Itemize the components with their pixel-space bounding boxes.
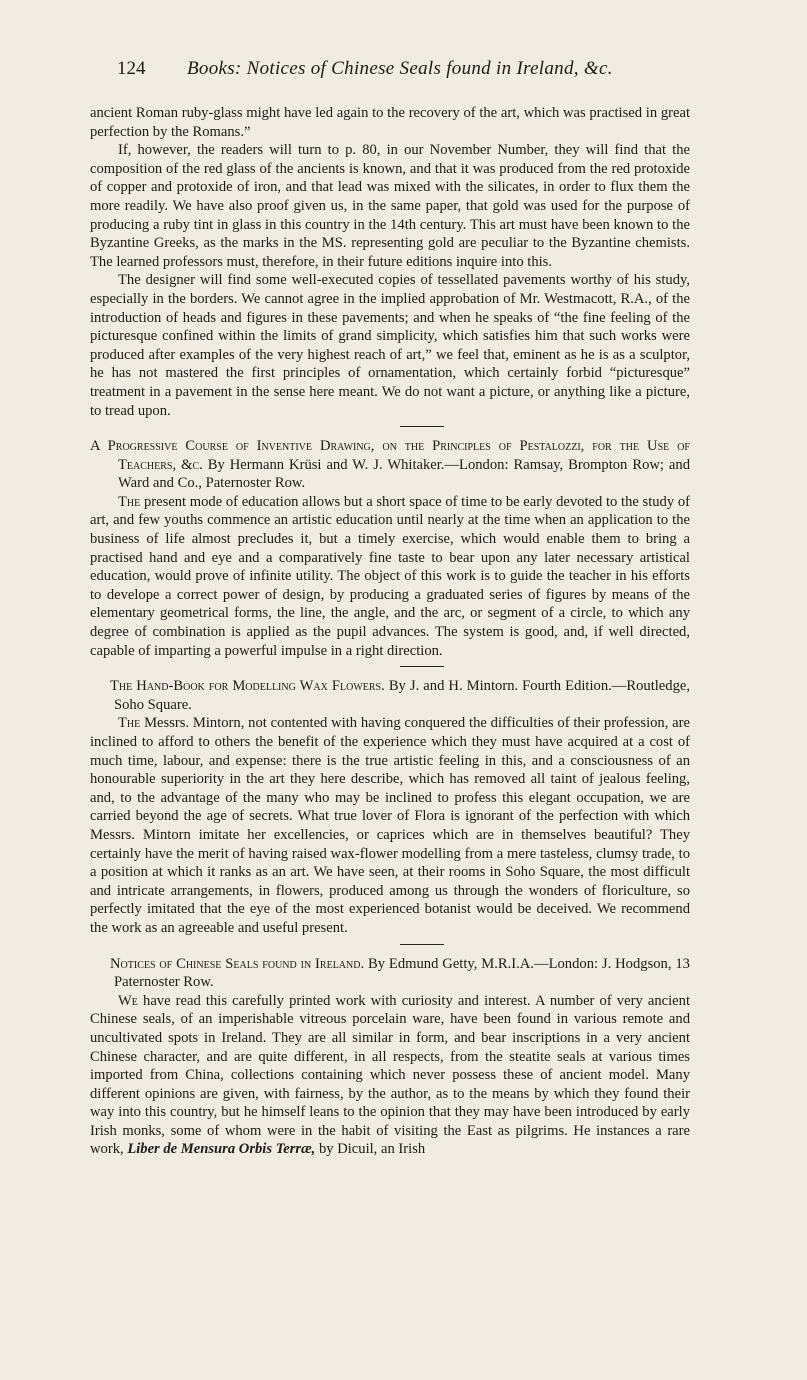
review-heading-drawing (90, 437, 690, 493)
paragraph-continuation: ancient Roman ruby-glass might have led again to the recovery of the art, which was practised in great perfection by the Romans.” (90, 105, 690, 140)
paragraph-pavements: The designer will find some well-executed copies of tessellated pavements worthy of his study, especially in the borders. We cannot agree in the implied approbation of Mr. Westmacott, R.A., of the introduction of heads and figures in these pavements; and when he speaks of “the fine feeling of the picturesque confined within the limits of grand simplicity, which satisfies him that such works were produced after examples of the very highest reach of art,” we feel that, eminent as he is as a sculptor, he has not mastered the first principles of ornamentation, which certainly forbid “picturesque” treatment in a pavement in the sense here meant. We do not want a picture, or anything like a picture, to tread upon. (90, 272, 690, 419)
lead-word: We (118, 992, 138, 1009)
review-text: Messrs. Mintorn, not contented with having conquered the difficulties of their profession, are inclined to afford to others the benefit of the experience which they must have acquired at a cost of much time, labour, and expense: there is the true artistic feeling in this, and a consciousness of an honourable superiority in the art they here describe, which has removed all taint of jealous feeling, and, to the advantage of the many who may be inclined to profess this elegant occupation, we are carried beyond the age of secrets. What true lover of Flora is ignorant of the perfection with which Messrs. Mintorn imitate her excellencies, or caprices which are in themselves beautiful? They certainly have the merit of having raised wax-flower modelling from a mere tasteless, clumsy trade, to a position at which it ranks as an art. We have seen, at their rooms in Soho Square, the most difficult and intricate arrangements, in flowers, produced among us through the wonders of floriculture, so perfectly imitated that the eye of the most experienced botanist would be deceived. We recommend the work as an agreeable and useful present. (90, 715, 690, 936)
review-heading-chinese-seals (90, 955, 690, 992)
review-publication: By J. and H. Mintorn. Fourth Edition.—Routledge, Soho Square. (114, 678, 691, 713)
lead-word: The (118, 493, 141, 510)
paragraph-red-glass: If, however, the readers will turn to p. 80, in our November Number, they will find that the composition of the red glass of the ancients is known, and that it was produced from the red protoxide of copper and protoxide of iron, and that lead was mixed with the silicates, in order to flux them the more readily. We have also proof given us, in the same paper, that gold was used for the purpose of producing a ruby tint in glass in this country in the 14th century. This art must have been known to the Byzantine Greeks, as the marks in the MS. representing gold are peculiar to the Byzantine chemists. The learned professors must, therefore, in their future editions inquire into this. (90, 142, 690, 270)
review-publication: By Edmund Getty, M.R.I.A.—London: J. Hodgson, 13 Paternoster Row. (114, 955, 690, 991)
review-heading-wax-flowers (90, 677, 690, 714)
book-title-italic: Liber de Mensura Orbis Terræ, (127, 1141, 316, 1158)
review-title: A Progressive Course of Inventive Drawing, on the Principles of Pestalozzi, for the Use of Teachers, &c. (90, 438, 690, 473)
review-body-chinese-seals (90, 992, 690, 1159)
page-body (90, 104, 690, 1159)
review-text: have read this carefully printed work with curiosity and interest. A number of very ancient Chinese seals, of an imperishable vitreous porcelain ware, have been found in various remote and uncultivated spots in Ireland. They are all similar in form, and bear inscriptions in a very ancient Chinese character, and are quite different, in all respects, from the steatite seals at various times imported from China, collections containing which never possess these of ancient model. Many different opinions are given, with fairness, by the author, as to the means by which they found their way into this country, but he himself leans to the opinion that they may have been introduced by early Irish monks, some of whom were in the habit of visiting the East as pilgrims. He instances a rare work, (90, 992, 690, 1158)
page-number: 124 (117, 58, 146, 79)
review-body-wax-flowers (90, 714, 690, 937)
review-title: The Hand-Book for Modelling Wax Flowers. (110, 678, 385, 695)
section-divider (400, 426, 444, 427)
page-header (117, 58, 677, 88)
review-body-drawing (90, 493, 690, 660)
review-publication: By Hermann Krüsi and W. J. Whitaker.—London: Ramsay, Brompton Row; and Ward and Co., Paternoster Row. (118, 456, 691, 492)
lead-word: The (118, 715, 141, 732)
section-divider (400, 666, 444, 667)
review-text: present mode of education allows but a short space of time to be early devoted to the study of art, and few youths commence an artistic education until nearly at the time when an application to the business of life almost precludes it, but a timely exercise, which would enable them to bring a practised hand and eye and a comparatively fine taste to bear upon any later necessary artistical education, would prove of infinite utility. The object of this work is to guide the teacher in his efforts to develope a correct power of design, by producing a graduated series of figures by means of the elementary geometrical forms, the line, the angle, and the arc, or segment of a circle, to which any degree of combination is applied as the pupil advances. The system is good, and, if well directed, capable of imparting a powerful impulse in a right direction. (90, 493, 690, 659)
review-title: Notices of Chinese Seals found in Ireland. (110, 955, 365, 972)
review-text-tail: by Dicuil, an Irish (318, 1141, 426, 1158)
section-divider (400, 944, 444, 945)
running-title: Books: Notices of Chinese Seals found in Ireland, &c. (187, 58, 613, 79)
